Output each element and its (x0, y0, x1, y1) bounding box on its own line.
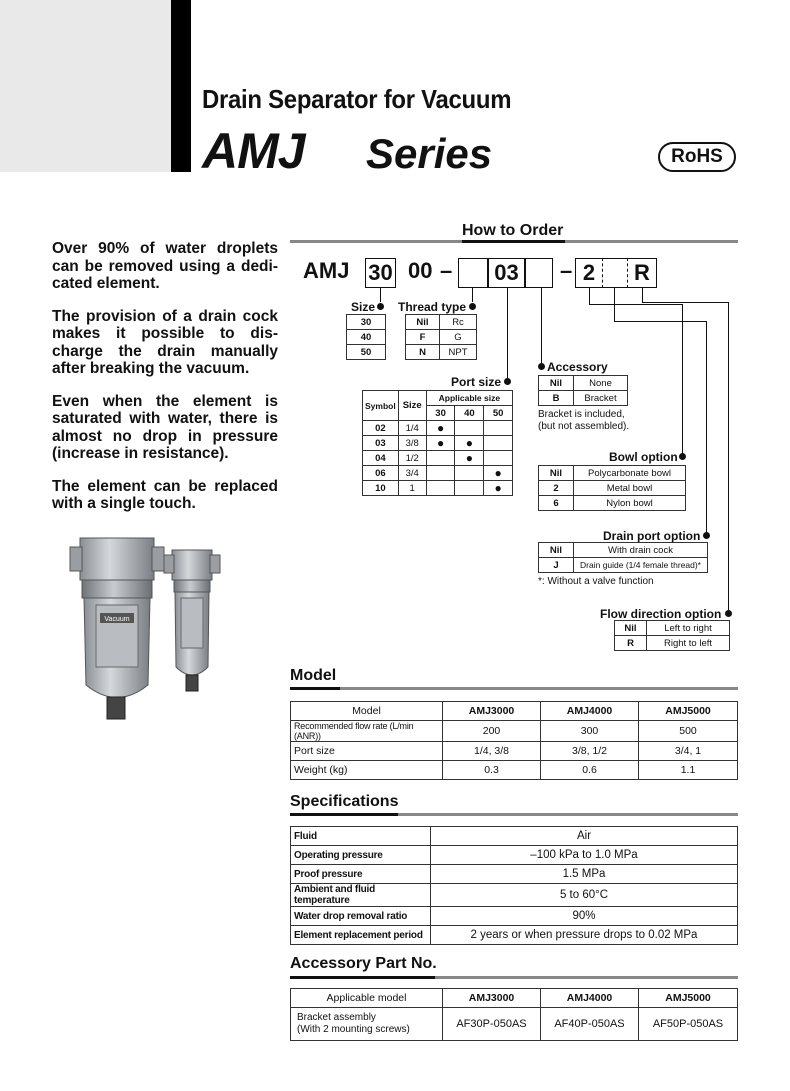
port-header-size: Size (398, 391, 426, 421)
code-drain-box (602, 258, 628, 288)
accessory-part-table (290, 988, 738, 1041)
model-table (290, 701, 738, 780)
port-header-col: 50 (484, 406, 513, 421)
model-cell: 1/4, 3/8 (443, 742, 541, 761)
code-flow-box: R (628, 258, 657, 288)
port-row (363, 451, 513, 466)
port-mark: ● (484, 466, 513, 481)
accessory-part-row-label (291, 1008, 443, 1041)
bowl-label: Bowl option (609, 450, 678, 464)
spec-label: Operating pressure (291, 846, 431, 865)
spec-label: Fluid (291, 827, 431, 846)
model-cell: 500 (639, 721, 738, 742)
port-connector (507, 288, 508, 380)
port-mark (455, 481, 484, 496)
drain-symbol: J (539, 558, 574, 573)
size-value: 40 (347, 330, 386, 345)
accessory-part-row-label-1: Bracket assembly (297, 1012, 376, 1023)
series-name: AMJ (202, 123, 305, 179)
thread-connector (472, 288, 473, 302)
port-size: 1/2 (398, 451, 426, 466)
code-bowl-box: 2 (575, 258, 603, 288)
bowl-value: Polycarbonate bowl (574, 466, 686, 481)
small-unit (164, 550, 220, 691)
product-illustration (60, 535, 250, 735)
thread-value: G (440, 330, 477, 345)
port-table (362, 390, 513, 496)
model-title: Model (290, 667, 337, 684)
accessory-symbol: B (539, 391, 574, 406)
code-size-box: 30 (365, 258, 396, 288)
drain-dot (703, 532, 710, 539)
accessory-part-row-label-2: (With 2 mounting screws) (297, 1024, 410, 1035)
spec-label: Element replacement period (291, 926, 431, 945)
bowl-connector-h (589, 304, 682, 305)
code-thread-box (458, 258, 488, 288)
accessory-connector (541, 288, 542, 366)
port-mark: ● (484, 481, 513, 496)
feature-4: The element can be replaced with a single touch. (52, 477, 278, 512)
size-dot (377, 303, 384, 310)
rohs-badge: RoHS (658, 142, 736, 172)
specs-rule-accent (290, 813, 398, 816)
drain-note: *: Without a valve function (538, 576, 654, 587)
spec-value: 90% (431, 907, 738, 926)
header-black-bar (171, 0, 191, 172)
port-label: Port size (451, 375, 502, 389)
model-rule (290, 687, 738, 690)
spec-value: –100 kPa to 1.0 MPa (431, 846, 738, 865)
spec-row (291, 884, 738, 907)
feature-2: The provision of a drain cock makes it possible to dis-charge the drain manually after breaking the vacuum. (52, 307, 278, 377)
specs-table (290, 826, 738, 945)
large-unit (70, 538, 164, 719)
port-header-applicable: Applicable size (426, 391, 512, 406)
spec-value: 2 years or when pressure drops to 0.02 MPa (431, 926, 738, 945)
accessory-part-title: Accessory Part No. (290, 955, 437, 972)
spec-row (291, 846, 738, 865)
flow-connector-v2 (728, 302, 729, 612)
port-symbol: 03 (363, 436, 399, 451)
drain-label: Drain port option (603, 529, 701, 543)
accessory-part-cell: AF30P-050AS (443, 1008, 541, 1041)
model-header: Model (291, 702, 443, 721)
port-mark (484, 421, 513, 436)
code-accessory-box (525, 258, 553, 288)
port-mark (484, 451, 513, 466)
accessory-part-header: AMJ3000 (443, 989, 541, 1008)
accessory-dot (538, 363, 545, 370)
model-row-label: Weight (kg) (291, 761, 443, 780)
accessory-part-rule-accent (290, 976, 435, 979)
model-rule-accent (290, 687, 340, 690)
drain-table (538, 542, 708, 573)
port-row (363, 481, 513, 496)
flow-table (614, 620, 730, 651)
thread-table (405, 314, 477, 360)
code-port-box: 03 (488, 258, 525, 288)
size-value: 30 (347, 315, 386, 330)
spec-value: 5 to 60°C (431, 884, 738, 907)
bowl-connector-v1 (589, 288, 590, 304)
spec-row (291, 865, 738, 884)
spec-value: Air (431, 827, 738, 846)
bowl-symbol: 2 (539, 481, 574, 496)
spec-label: Ambient and fluid temperature (291, 884, 431, 907)
port-mark: ● (426, 436, 455, 451)
model-header: AMJ4000 (541, 702, 639, 721)
size-label: Size (351, 300, 376, 314)
port-mark (455, 421, 484, 436)
flow-symbol: R (615, 636, 647, 651)
series-word: Series (366, 130, 493, 177)
header-gray-panel (0, 0, 171, 172)
flow-value: Left to right (647, 621, 730, 636)
flow-connector-h (642, 302, 728, 303)
flow-label: Flow direction option (600, 607, 722, 621)
accessory-value: Bracket (574, 391, 628, 406)
port-mark: ● (455, 436, 484, 451)
model-cell: 300 (541, 721, 639, 742)
accessory-part-header: Applicable model (291, 989, 443, 1008)
drain-connector-v2 (706, 321, 707, 535)
bowl-dot (679, 453, 686, 460)
model-header: AMJ5000 (639, 702, 738, 721)
port-mark (426, 451, 455, 466)
port-mark (484, 436, 513, 451)
port-dot (504, 378, 511, 385)
drain-connector-h (614, 321, 706, 322)
bowl-symbol: 6 (539, 496, 574, 511)
port-size: 1/4 (398, 421, 426, 436)
thread-value: Rc (440, 315, 477, 330)
feature-1: Over 90% of water droplets can be removed using a dedi-cated element. (52, 240, 278, 292)
bowl-connector-v2 (682, 304, 683, 456)
port-header-col: 40 (455, 406, 484, 421)
code-suffix: 00 (408, 258, 433, 283)
bowl-symbol: Nil (539, 466, 574, 481)
thread-symbol: F (406, 330, 440, 345)
drain-connector-v1 (614, 288, 615, 321)
bowl-label: Vacuum (104, 616, 130, 623)
bowl-value: Nylon bowl (574, 496, 686, 511)
accessory-note: Bracket is included, (but not assembled). (538, 409, 630, 432)
port-row (363, 436, 513, 451)
port-mark: ● (455, 451, 484, 466)
spec-value: 1.5 MPa (431, 865, 738, 884)
accessory-part-header: AMJ4000 (541, 989, 639, 1008)
size-value: 50 (347, 345, 386, 360)
size-table (346, 314, 386, 360)
model-cell: 0.3 (443, 761, 541, 780)
port-symbol: 04 (363, 451, 399, 466)
port-size: 3/4 (398, 466, 426, 481)
spec-label: Water drop removal ratio (291, 907, 431, 926)
port-mark: ● (426, 421, 455, 436)
thread-dot (469, 303, 476, 310)
feature-list (52, 240, 278, 528)
port-symbol: 06 (363, 466, 399, 481)
model-cell: 3/8, 1/2 (541, 742, 639, 761)
accessory-part-cell: AF40P-050AS (541, 1008, 639, 1041)
model-cell: 1.1 (639, 761, 738, 780)
port-size: 1 (398, 481, 426, 496)
port-row (363, 466, 513, 481)
model-row-label: Port size (291, 742, 443, 761)
port-mark (455, 466, 484, 481)
port-header-col: 30 (426, 406, 455, 421)
how-to-order-rule-accent (462, 240, 565, 243)
flow-connector-v1 (642, 288, 643, 302)
code-dash-2: – (560, 258, 573, 283)
thread-symbol: Nil (406, 315, 440, 330)
accessory-part-cell: AF50P-050AS (639, 1008, 738, 1041)
accessory-table (538, 375, 628, 406)
accessory-label: Accessory (547, 360, 608, 374)
page-subtitle: Drain Separator for Vacuum (202, 84, 512, 114)
accessory-value: None (574, 376, 628, 391)
spec-row (291, 907, 738, 926)
model-cell: 0.6 (541, 761, 639, 780)
size-connector (380, 288, 381, 302)
flow-value: Right to left (647, 636, 730, 651)
port-row (363, 421, 513, 436)
thread-label: Thread type (398, 300, 467, 314)
drain-symbol: Nil (539, 543, 574, 558)
model-cell: 3/4, 1 (639, 742, 738, 761)
bowl-table (538, 465, 686, 511)
port-symbol: 02 (363, 421, 399, 436)
thread-symbol: N (406, 345, 440, 360)
thread-value: NPT (440, 345, 477, 360)
port-mark (426, 466, 455, 481)
model-header: AMJ3000 (443, 702, 541, 721)
specs-title: Specifications (290, 793, 399, 810)
how-to-order-title: How to Order (462, 222, 564, 239)
drain-value: With drain cock (574, 543, 708, 558)
flow-dot (725, 610, 732, 617)
drain-value: Drain guide (1/4 female thread)* (574, 558, 708, 573)
spec-row (291, 926, 738, 945)
code-prefix: AMJ (303, 258, 350, 283)
spec-row (291, 827, 738, 846)
port-header-symbol: Symbol (363, 391, 399, 421)
model-row-label: Recommended flow rate (L/min (ANR)) (291, 721, 443, 742)
port-size: 3/8 (398, 436, 426, 451)
flow-symbol: Nil (615, 621, 647, 636)
port-symbol: 10 (363, 481, 399, 496)
accessory-symbol: Nil (539, 376, 574, 391)
bowl-value: Metal bowl (574, 481, 686, 496)
model-cell: 200 (443, 721, 541, 742)
spec-label: Proof pressure (291, 865, 431, 884)
feature-3: Even when the element is saturated with water, there is almost no drop in pressure (increase in resistance). (52, 392, 278, 462)
code-dash-1: – (440, 258, 453, 283)
accessory-part-header: AMJ5000 (639, 989, 738, 1008)
port-mark (426, 481, 455, 496)
